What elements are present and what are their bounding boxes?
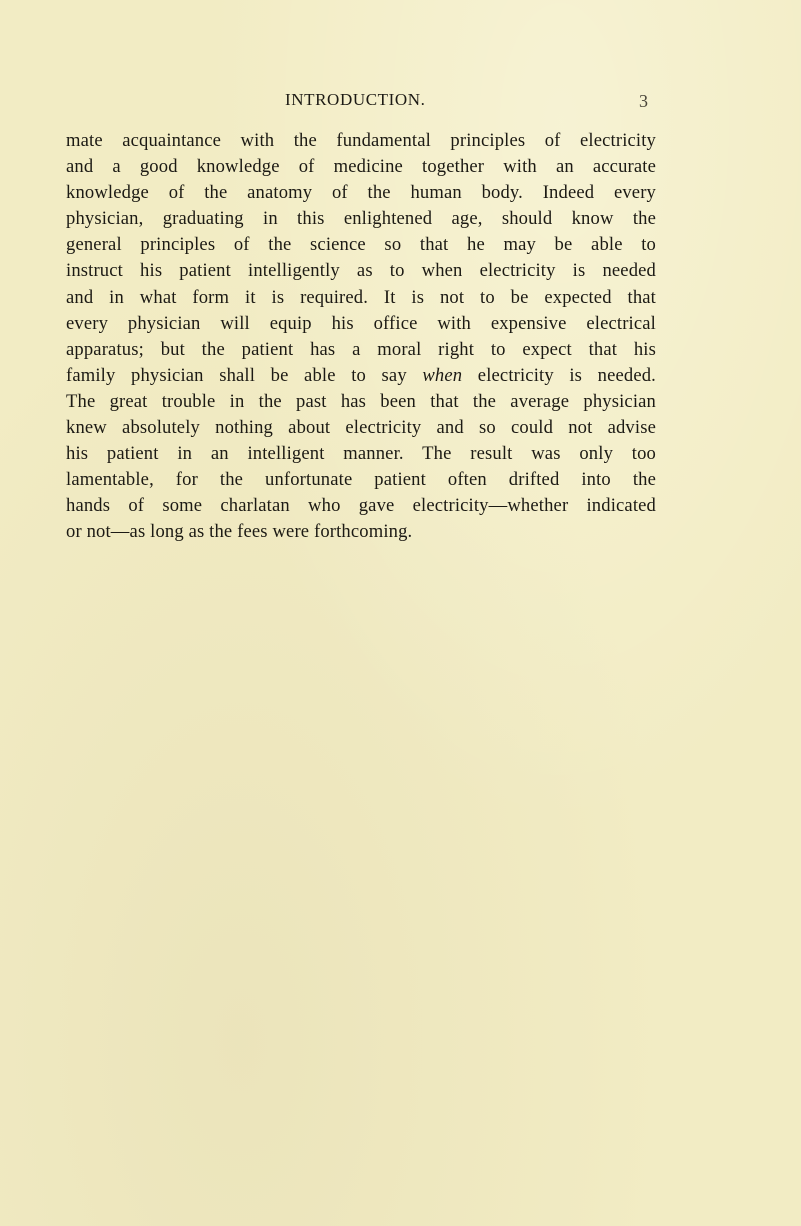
body-paragraph [66,128,656,546]
text-line: and in what form it is required. It is not to be expected that [66,286,656,308]
text-line: physician, graduating in this enlightened age, should know the [66,208,656,230]
text-line: The great trouble in the past has been that the average physician [66,390,656,412]
running-title: INTRODUCTION. [285,90,426,109]
text-line: knowledge of the anatomy of the human body. Indeed every [66,182,656,204]
text-segment: electricity is needed. [477,364,656,386]
text-line: knew absolutely nothing about electricity and so could not advise [66,417,656,439]
emphasized-word: when [422,364,463,386]
text-line-emphasis [66,363,656,389]
text-segment: family physician shall be able to say [66,364,407,386]
text-line: lamentable, for the unfortunate patient often drifted into the [66,469,656,491]
text-line: instruct his patient intelligently as to when electricity is needed [66,260,656,282]
text-line: his patient in an intelligent manner. The result was only too [66,443,656,465]
text-line: and a good knowledge of medicine together with an accurate [66,156,656,178]
text-line: every physician will equip his office with expensive electrical [66,312,656,334]
text-line: apparatus; but the patient has a moral right to expect that his [66,338,656,360]
running-head [0,88,801,112]
page-number: 3 [639,91,648,111]
text-line: mate acquaintance with the fundamental principles of electricity [66,130,656,151]
text-line: general principles of the science so that he may be able to [66,234,656,256]
text-line: hands of some charlatan who gave electricity—whether indicated [66,495,656,517]
text-line: or not—as long as the fees were forthcoming. [66,521,413,543]
